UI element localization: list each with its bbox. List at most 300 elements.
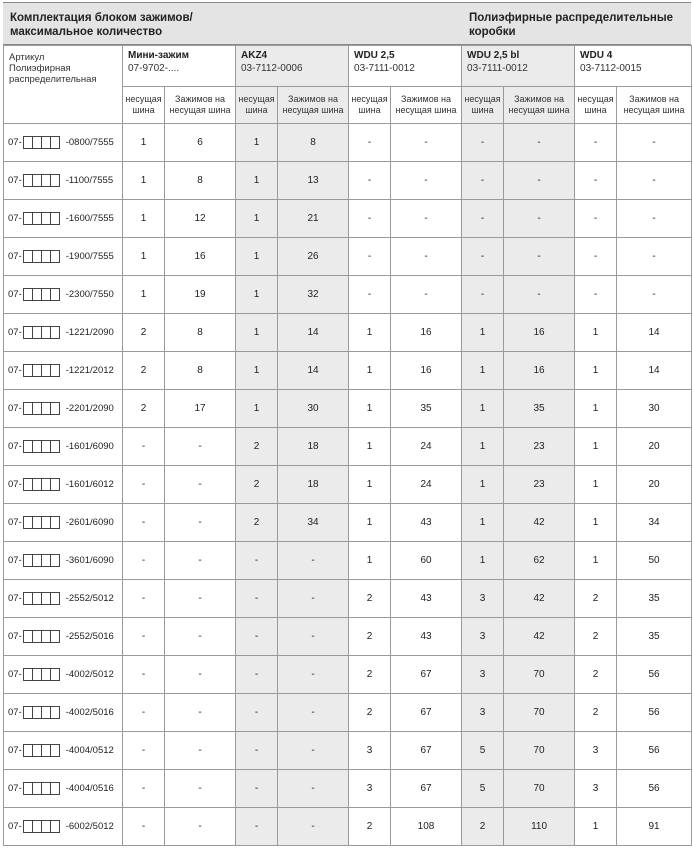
value-cell: 1 xyxy=(462,352,504,390)
value-cell: - xyxy=(236,542,278,580)
code-boxes-icon xyxy=(23,212,60,225)
value-cell: 42 xyxy=(504,580,575,618)
value-cell: 21 xyxy=(278,200,349,238)
value-cell: 62 xyxy=(504,542,575,580)
value-cell: 67 xyxy=(391,732,462,770)
value-cell: 1 xyxy=(123,238,165,276)
value-cell: 14 xyxy=(617,352,692,390)
product-name: AKZ4 xyxy=(241,50,268,61)
article-prefix: 07- xyxy=(8,669,22,680)
value-cell: - xyxy=(391,200,462,238)
value-cell: 2 xyxy=(236,504,278,542)
product-name: WDU 2,5 bl xyxy=(467,50,520,61)
value-cell: 23 xyxy=(504,428,575,466)
value-cell: 14 xyxy=(278,352,349,390)
value-cell: 110 xyxy=(504,808,575,846)
table-row xyxy=(4,732,692,770)
value-cell: - xyxy=(165,656,236,694)
value-cell: 3 xyxy=(462,694,504,732)
value-cell: - xyxy=(462,238,504,276)
value-cell: - xyxy=(278,542,349,580)
value-cell: - xyxy=(123,770,165,808)
value-cell: - xyxy=(123,466,165,504)
value-cell: 1 xyxy=(349,504,391,542)
value-cell: 91 xyxy=(617,808,692,846)
value-cell: 1 xyxy=(349,466,391,504)
table-row xyxy=(4,808,692,846)
value-cell: 1 xyxy=(462,504,504,542)
value-cell: 17 xyxy=(165,390,236,428)
value-cell: - xyxy=(236,656,278,694)
code-boxes-icon xyxy=(23,668,60,681)
value-cell: - xyxy=(236,580,278,618)
article-cell xyxy=(4,276,123,314)
value-cell: 1 xyxy=(462,390,504,428)
value-cell: 35 xyxy=(391,390,462,428)
article-prefix: 07- xyxy=(8,251,22,262)
value-cell: 1 xyxy=(349,352,391,390)
subheader-rail: несущая шина xyxy=(123,87,165,124)
value-cell: 1 xyxy=(462,466,504,504)
code-boxes-icon xyxy=(23,136,60,149)
value-cell: - xyxy=(278,656,349,694)
article-suffix: -2300/7550 xyxy=(65,289,114,300)
value-cell: 2 xyxy=(462,808,504,846)
value-cell: 1 xyxy=(123,200,165,238)
value-cell: 16 xyxy=(504,352,575,390)
article-suffix: -2552/5012 xyxy=(65,593,114,604)
value-cell: - xyxy=(504,162,575,200)
value-cell: 13 xyxy=(278,162,349,200)
value-cell: 56 xyxy=(617,770,692,808)
product-code: 03-7112-0006 xyxy=(241,63,303,74)
value-cell: 3 xyxy=(575,770,617,808)
article-cell xyxy=(4,238,123,276)
code-boxes-icon xyxy=(23,402,60,415)
table-row xyxy=(4,542,692,580)
article-suffix: -4002/5012 xyxy=(65,669,114,680)
value-cell: 2 xyxy=(575,656,617,694)
value-cell: - xyxy=(575,162,617,200)
value-cell: 1 xyxy=(575,466,617,504)
value-cell: - xyxy=(278,580,349,618)
article-prefix: 07- xyxy=(8,707,22,718)
value-cell: 2 xyxy=(349,580,391,618)
product-header-wdu25bl xyxy=(462,46,575,87)
value-cell: 1 xyxy=(236,238,278,276)
value-cell: 1 xyxy=(462,314,504,352)
product-header-wdu25 xyxy=(349,46,462,87)
value-cell: 34 xyxy=(278,504,349,542)
value-cell: 1 xyxy=(236,314,278,352)
table-row xyxy=(4,504,692,542)
value-cell: 3 xyxy=(462,580,504,618)
value-cell: 35 xyxy=(504,390,575,428)
article-cell xyxy=(4,466,123,504)
value-cell: 18 xyxy=(278,466,349,504)
value-cell: 8 xyxy=(165,352,236,390)
article-prefix: 07- xyxy=(8,631,22,642)
table-row xyxy=(4,124,692,162)
value-cell: 35 xyxy=(617,618,692,656)
value-cell: 1 xyxy=(236,200,278,238)
value-cell: - xyxy=(123,428,165,466)
value-cell: - xyxy=(391,124,462,162)
value-cell: - xyxy=(617,162,692,200)
value-cell: 26 xyxy=(278,238,349,276)
article-cell xyxy=(4,656,123,694)
article-prefix: 07- xyxy=(8,137,22,148)
article-cell xyxy=(4,162,123,200)
value-cell: 2 xyxy=(349,694,391,732)
subheader-rail: несущая шина xyxy=(462,87,504,124)
value-cell: - xyxy=(165,542,236,580)
article-cell xyxy=(4,314,123,352)
value-cell: - xyxy=(165,770,236,808)
article-suffix: -2601/6090 xyxy=(65,517,114,528)
terminal-table xyxy=(3,45,692,846)
value-cell: - xyxy=(575,276,617,314)
value-cell: - xyxy=(236,770,278,808)
value-cell: 1 xyxy=(575,504,617,542)
right-title: Полиэфирные распределительные коробки xyxy=(469,12,674,38)
value-cell: 3 xyxy=(349,770,391,808)
article-prefix: 07- xyxy=(8,403,22,414)
value-cell: 16 xyxy=(504,314,575,352)
article-prefix: 07- xyxy=(8,441,22,452)
value-cell: 67 xyxy=(391,656,462,694)
product-code: 03-7111-0012 xyxy=(467,63,528,74)
value-cell: - xyxy=(462,276,504,314)
value-cell: 32 xyxy=(278,276,349,314)
value-cell: 24 xyxy=(391,466,462,504)
table-row xyxy=(4,428,692,466)
product-name: Мини-зажим xyxy=(128,50,190,61)
value-cell: - xyxy=(575,124,617,162)
value-cell: - xyxy=(278,694,349,732)
article-suffix: -1601/6012 xyxy=(65,479,114,490)
value-cell: 5 xyxy=(462,732,504,770)
table-row xyxy=(4,770,692,808)
value-cell: 1 xyxy=(236,124,278,162)
article-suffix: -3601/6090 xyxy=(65,555,114,566)
value-cell: - xyxy=(123,656,165,694)
value-cell: 43 xyxy=(391,580,462,618)
value-cell: 56 xyxy=(617,732,692,770)
value-cell: 12 xyxy=(165,200,236,238)
article-prefix: 07- xyxy=(8,517,22,528)
value-cell: - xyxy=(504,276,575,314)
subheader-clamps: Зажимов на несущая шина xyxy=(278,87,349,124)
left-title: Комплектация блоком зажимов/ максимальное количество xyxy=(10,12,193,38)
article-suffix: -1100/7555 xyxy=(65,175,114,186)
subheader-rail: несущая шина xyxy=(349,87,391,124)
value-cell: 30 xyxy=(278,390,349,428)
value-cell: 3 xyxy=(462,656,504,694)
value-cell: 20 xyxy=(617,466,692,504)
value-cell: 56 xyxy=(617,694,692,732)
value-cell: 30 xyxy=(617,390,692,428)
article-prefix: 07- xyxy=(8,555,22,566)
article-prefix: 07- xyxy=(8,289,22,300)
product-header-akz4 xyxy=(236,46,349,87)
value-cell: 8 xyxy=(165,314,236,352)
value-cell: 6 xyxy=(165,124,236,162)
code-boxes-icon xyxy=(23,478,60,491)
value-cell: 1 xyxy=(462,542,504,580)
value-cell: 70 xyxy=(504,732,575,770)
article-cell xyxy=(4,542,123,580)
value-cell: - xyxy=(165,618,236,656)
value-cell: 2 xyxy=(575,580,617,618)
value-cell: 16 xyxy=(391,314,462,352)
value-cell: 14 xyxy=(617,314,692,352)
article-suffix: -2201/2090 xyxy=(65,403,114,414)
value-cell: - xyxy=(617,238,692,276)
value-cell: 43 xyxy=(391,504,462,542)
value-cell: 1 xyxy=(575,542,617,580)
value-cell: 3 xyxy=(349,732,391,770)
article-cell xyxy=(4,694,123,732)
product-name: WDU 4 xyxy=(580,50,613,61)
value-cell: 1 xyxy=(236,390,278,428)
code-boxes-icon xyxy=(23,592,60,605)
value-cell: 20 xyxy=(617,428,692,466)
product-name: WDU 2,5 xyxy=(354,50,395,61)
value-cell: - xyxy=(617,200,692,238)
table-row xyxy=(4,276,692,314)
code-boxes-icon xyxy=(23,706,60,719)
value-cell: 43 xyxy=(391,618,462,656)
value-cell: - xyxy=(165,580,236,618)
code-boxes-icon xyxy=(23,554,60,567)
subheader-rail: несущая шина xyxy=(236,87,278,124)
value-cell: 1 xyxy=(575,390,617,428)
value-cell: 23 xyxy=(504,466,575,504)
code-boxes-icon xyxy=(23,744,60,757)
value-cell: - xyxy=(123,580,165,618)
value-cell: - xyxy=(504,200,575,238)
code-boxes-icon xyxy=(23,288,60,301)
article-cell xyxy=(4,504,123,542)
value-cell: 1 xyxy=(123,162,165,200)
value-cell: - xyxy=(278,808,349,846)
value-cell: 19 xyxy=(165,276,236,314)
code-boxes-icon xyxy=(23,516,60,529)
value-cell: - xyxy=(123,542,165,580)
value-cell: 16 xyxy=(391,352,462,390)
value-cell: 8 xyxy=(278,124,349,162)
code-boxes-icon xyxy=(23,326,60,339)
code-boxes-icon xyxy=(23,364,60,377)
value-cell: - xyxy=(278,732,349,770)
value-cell: 70 xyxy=(504,656,575,694)
value-cell: 8 xyxy=(165,162,236,200)
article-header: Артикул Полиэфирная распределительная xyxy=(4,46,123,124)
value-cell: - xyxy=(462,124,504,162)
table-row xyxy=(4,656,692,694)
value-cell: 42 xyxy=(504,618,575,656)
value-cell: - xyxy=(165,428,236,466)
article-suffix: -6002/5012 xyxy=(65,821,114,832)
product-code: 03-7111-0012 xyxy=(354,63,415,74)
article-cell xyxy=(4,390,123,428)
article-suffix: -1600/7555 xyxy=(65,213,114,224)
article-suffix: -1601/6090 xyxy=(65,441,114,452)
terminal-block-table-sheet xyxy=(3,2,691,846)
value-cell: 34 xyxy=(617,504,692,542)
article-suffix: -0800/7555 xyxy=(65,137,114,148)
value-cell: - xyxy=(278,770,349,808)
table-row xyxy=(4,238,692,276)
article-prefix: 07- xyxy=(8,213,22,224)
value-cell: 1 xyxy=(349,542,391,580)
value-cell: - xyxy=(349,200,391,238)
code-boxes-icon xyxy=(23,174,60,187)
value-cell: 2 xyxy=(349,656,391,694)
article-suffix: -1221/2090 xyxy=(65,327,114,338)
article-prefix: 07- xyxy=(8,745,22,756)
value-cell: 18 xyxy=(278,428,349,466)
table-row xyxy=(4,314,692,352)
product-header-wdu4 xyxy=(575,46,692,87)
article-cell xyxy=(4,124,123,162)
article-cell xyxy=(4,200,123,238)
value-cell: - xyxy=(391,238,462,276)
value-cell: 1 xyxy=(575,428,617,466)
article-cell xyxy=(4,770,123,808)
value-cell: - xyxy=(349,276,391,314)
value-cell: 1 xyxy=(575,352,617,390)
table-row xyxy=(4,200,692,238)
value-cell: - xyxy=(236,694,278,732)
code-boxes-icon xyxy=(23,782,60,795)
value-cell: - xyxy=(123,808,165,846)
product-code: 03-7112-0015 xyxy=(580,63,642,74)
value-cell: - xyxy=(165,504,236,542)
value-cell: 1 xyxy=(349,428,391,466)
table-row xyxy=(4,162,692,200)
value-cell: 1 xyxy=(236,352,278,390)
value-cell: 5 xyxy=(462,770,504,808)
article-cell xyxy=(4,618,123,656)
value-cell: - xyxy=(391,162,462,200)
value-cell: 1 xyxy=(236,276,278,314)
value-cell: 3 xyxy=(462,618,504,656)
code-boxes-icon xyxy=(23,820,60,833)
value-cell: - xyxy=(349,162,391,200)
value-cell: 3 xyxy=(575,732,617,770)
value-cell: 2 xyxy=(123,352,165,390)
value-cell: - xyxy=(462,200,504,238)
value-cell: 108 xyxy=(391,808,462,846)
article-cell xyxy=(4,352,123,390)
value-cell: 1 xyxy=(575,808,617,846)
value-cell: - xyxy=(123,732,165,770)
product-header-row xyxy=(4,46,692,87)
subheader-rail: несущая шина xyxy=(575,87,617,124)
code-boxes-icon xyxy=(23,440,60,453)
table-row xyxy=(4,352,692,390)
article-prefix: 07- xyxy=(8,479,22,490)
value-cell: 67 xyxy=(391,770,462,808)
value-cell: - xyxy=(123,504,165,542)
value-cell: - xyxy=(349,238,391,276)
article-prefix: 07- xyxy=(8,783,22,794)
value-cell: 67 xyxy=(391,694,462,732)
value-cell: 70 xyxy=(504,694,575,732)
table-row xyxy=(4,694,692,732)
value-cell: - xyxy=(165,694,236,732)
article-suffix: -4002/5016 xyxy=(65,707,114,718)
value-cell: - xyxy=(165,466,236,504)
value-cell: - xyxy=(123,618,165,656)
value-cell: 70 xyxy=(504,770,575,808)
value-cell: - xyxy=(617,124,692,162)
value-cell: - xyxy=(504,124,575,162)
article-suffix: -2552/5016 xyxy=(65,631,114,642)
value-cell: 2 xyxy=(349,808,391,846)
value-cell: - xyxy=(165,732,236,770)
value-cell: 2 xyxy=(575,694,617,732)
table-row xyxy=(4,618,692,656)
value-cell: - xyxy=(617,276,692,314)
value-cell: 2 xyxy=(236,466,278,504)
article-suffix: -1900/7555 xyxy=(65,251,114,262)
value-cell: 42 xyxy=(504,504,575,542)
value-cell: - xyxy=(504,238,575,276)
subheader-clamps: Зажимов на несущая шина xyxy=(617,87,692,124)
value-cell: 2 xyxy=(236,428,278,466)
article-prefix: 07- xyxy=(8,175,22,186)
subheader-clamps: Зажимов на несущая шина xyxy=(504,87,575,124)
value-cell: 2 xyxy=(349,618,391,656)
value-cell: - xyxy=(278,618,349,656)
value-cell: - xyxy=(123,694,165,732)
table-row xyxy=(4,466,692,504)
value-cell: 60 xyxy=(391,542,462,580)
value-cell: 35 xyxy=(617,580,692,618)
article-prefix: 07- xyxy=(8,365,22,376)
subheader-clamps: Зажимов на несущая шина xyxy=(391,87,462,124)
article-prefix: 07- xyxy=(8,821,22,832)
article-suffix: -4004/0512 xyxy=(65,745,114,756)
value-cell: - xyxy=(236,732,278,770)
value-cell: 16 xyxy=(165,238,236,276)
value-cell: 1 xyxy=(123,124,165,162)
subheader-clamps: Зажимов на несущая шина xyxy=(165,87,236,124)
article-cell xyxy=(4,808,123,846)
value-cell: 1 xyxy=(349,390,391,428)
value-cell: 2 xyxy=(575,618,617,656)
value-cell: 50 xyxy=(617,542,692,580)
value-cell: - xyxy=(236,618,278,656)
value-cell: 1 xyxy=(349,314,391,352)
article-prefix: 07- xyxy=(8,327,22,338)
value-cell: - xyxy=(575,200,617,238)
value-cell: 14 xyxy=(278,314,349,352)
value-cell: 2 xyxy=(123,390,165,428)
value-cell: 1 xyxy=(462,428,504,466)
code-boxes-icon xyxy=(23,630,60,643)
article-cell xyxy=(4,732,123,770)
product-header-mini xyxy=(123,46,236,87)
table-row xyxy=(4,580,692,618)
value-cell: 56 xyxy=(617,656,692,694)
article-cell xyxy=(4,580,123,618)
value-cell: 2 xyxy=(123,314,165,352)
article-suffix: -4004/0516 xyxy=(65,783,114,794)
